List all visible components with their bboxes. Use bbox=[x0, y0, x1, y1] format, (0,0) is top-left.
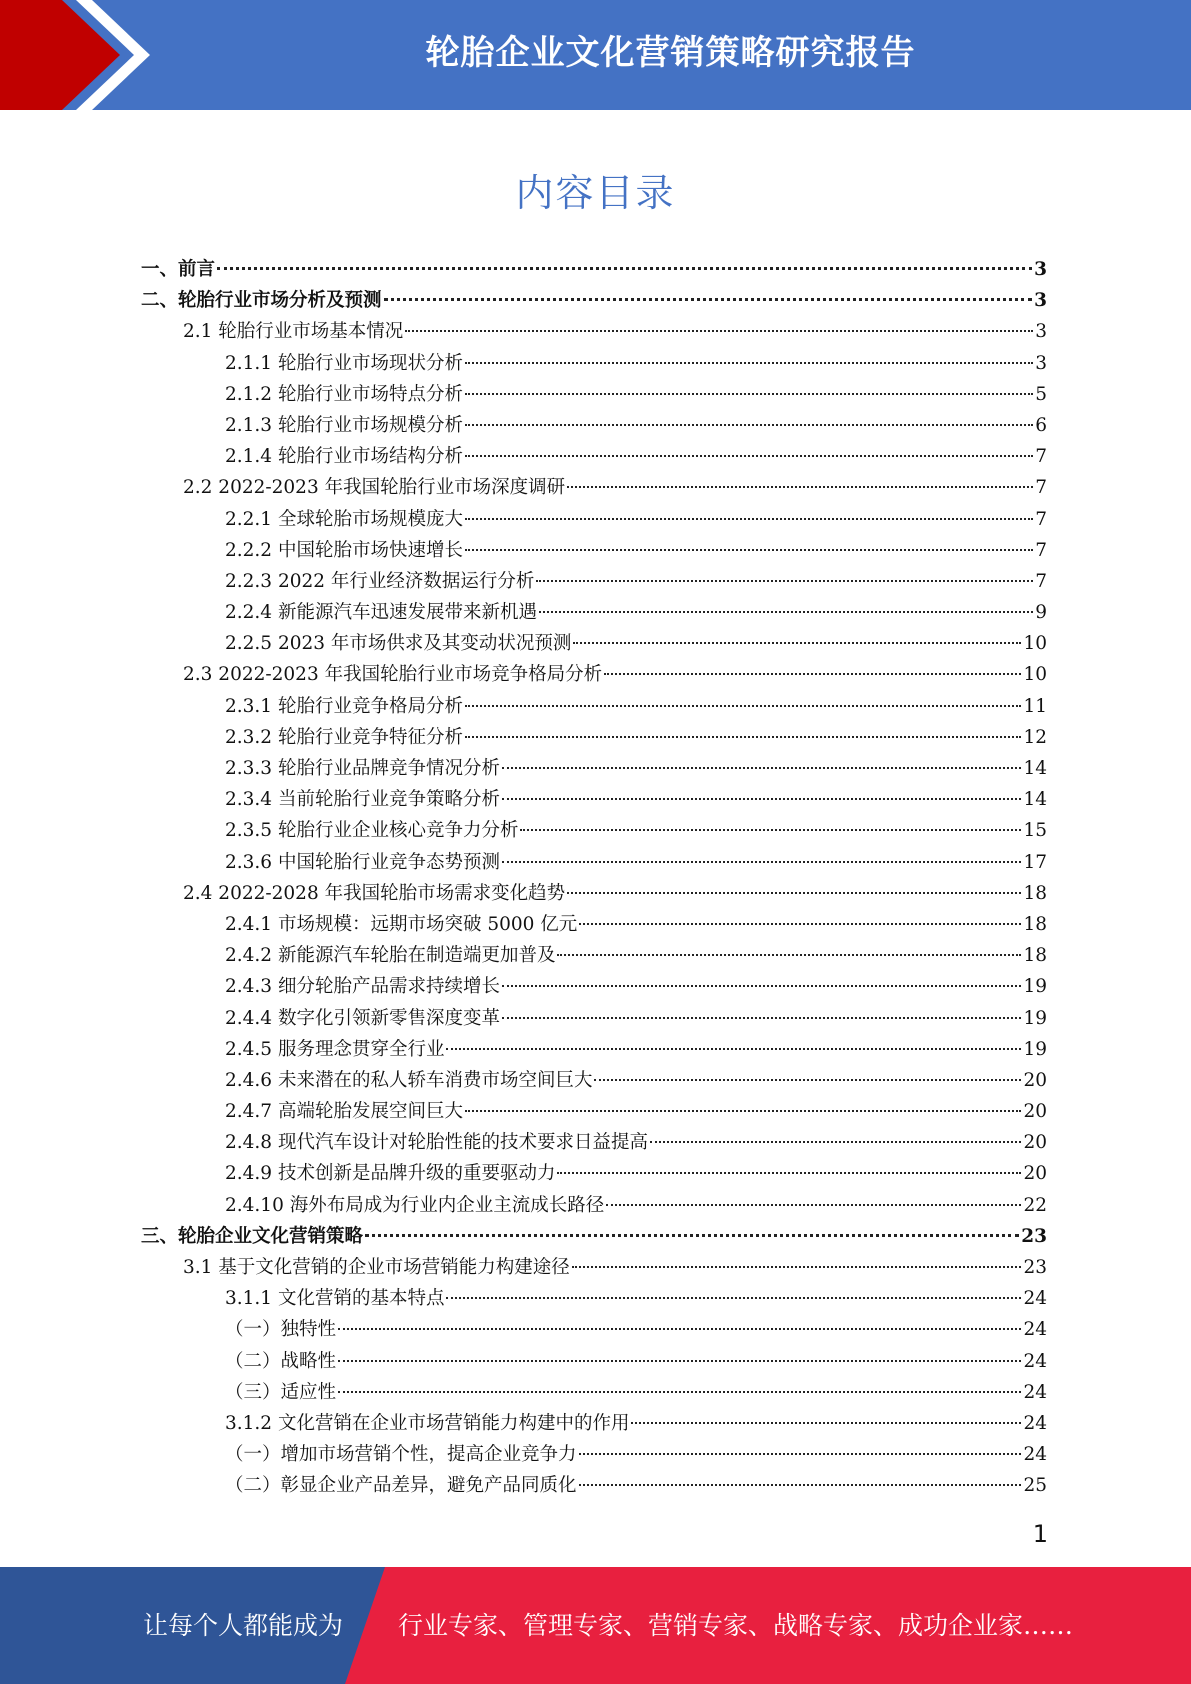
toc-entry-text: 2.4.10 海外布局成为行业内企业主流成长路径 bbox=[225, 1194, 605, 1216]
table-of-contents bbox=[141, 255, 1047, 1503]
toc-entry-page: 12 bbox=[1023, 726, 1047, 748]
toc-entry-page: 24 bbox=[1023, 1381, 1047, 1403]
toc-entry-page: 19 bbox=[1023, 976, 1047, 998]
toc-entry[interactable] bbox=[141, 286, 1047, 317]
toc-entry[interactable] bbox=[141, 1097, 1047, 1128]
toc-entry-page: 22 bbox=[1023, 1194, 1047, 1216]
toc-dot-leader bbox=[604, 673, 1021, 675]
toc-entry[interactable] bbox=[141, 692, 1047, 723]
toc-dot-leader bbox=[502, 798, 1021, 800]
toc-entry-page: 24 bbox=[1023, 1412, 1047, 1434]
toc-entry-page: 18 bbox=[1023, 882, 1047, 904]
toc-entry-text: 2.2.5 2023 年市场供求及其变动状况预测 bbox=[225, 633, 572, 655]
toc-dot-leader bbox=[631, 1422, 1021, 1424]
toc-entry-page: 9 bbox=[1035, 602, 1047, 624]
toc-entry-page: 7 bbox=[1035, 570, 1047, 592]
toc-entry-page: 23 bbox=[1021, 1225, 1047, 1247]
toc-entry-text: 三、轮胎企业文化营销策略 bbox=[141, 1225, 364, 1247]
toc-dot-leader bbox=[579, 923, 1021, 925]
toc-entry-page: 23 bbox=[1023, 1257, 1047, 1278]
toc-entry-text: 2.4.7 高端轮胎发展空间巨大 bbox=[225, 1101, 463, 1123]
toc-entry[interactable] bbox=[141, 629, 1047, 660]
toc-entry-text: （三）适应性 bbox=[225, 1381, 337, 1403]
toc-entry-text: 2.3.1 轮胎行业竞争格局分析 bbox=[225, 695, 463, 717]
toc-entry[interactable] bbox=[141, 1471, 1047, 1502]
toc-entry[interactable] bbox=[141, 785, 1047, 816]
toc-entry[interactable] bbox=[141, 1128, 1047, 1159]
toc-entry-text: 2.4.8 现代汽车设计对轮胎性能的技术要求日益提高 bbox=[225, 1132, 648, 1154]
toc-dot-leader bbox=[502, 1017, 1021, 1019]
toc-entry[interactable] bbox=[141, 536, 1047, 567]
toc-entry-text: （二）战略性 bbox=[225, 1350, 337, 1372]
toc-entry-text: 2.1 轮胎行业市场基本情况 bbox=[183, 321, 404, 343]
toc-entry-page: 24 bbox=[1023, 1444, 1047, 1466]
toc-entry-text: 2.1.1 轮胎行业市场现状分析 bbox=[225, 352, 463, 374]
toc-title: 内容目录 bbox=[515, 171, 676, 215]
toc-entry[interactable] bbox=[141, 1315, 1047, 1346]
toc-dot-leader bbox=[606, 1204, 1021, 1206]
toc-dot-leader bbox=[338, 1391, 1021, 1393]
toc-entry-page: 14 bbox=[1023, 758, 1047, 779]
toc-entry[interactable] bbox=[141, 723, 1047, 754]
toc-dot-leader bbox=[650, 1141, 1021, 1143]
toc-dot-leader bbox=[502, 985, 1021, 987]
toc-dot-leader bbox=[465, 393, 1033, 395]
toc-entry[interactable] bbox=[141, 380, 1047, 411]
page-footer bbox=[0, 1567, 1191, 1684]
toc-dot-leader bbox=[338, 1328, 1021, 1330]
toc-dot-leader bbox=[573, 642, 1021, 644]
toc-entry-text: 2.3.6 中国轮胎行业竞争态势预测 bbox=[225, 851, 500, 873]
footer-slogan-right: 行业专家、管理专家、营销专家、战略专家、成功企业家…… bbox=[398, 1611, 1074, 1640]
toc-entry-page: 5 bbox=[1035, 383, 1047, 405]
toc-entry[interactable] bbox=[141, 1222, 1047, 1253]
toc-entry-page: 7 bbox=[1035, 477, 1047, 499]
toc-entry[interactable] bbox=[141, 879, 1047, 910]
toc-entry-text: 2.1.3 轮胎行业市场规模分析 bbox=[225, 414, 463, 436]
toc-entry-page: 20 bbox=[1023, 1101, 1047, 1123]
toc-dot-leader bbox=[465, 518, 1033, 520]
toc-entry-page: 6 bbox=[1035, 414, 1047, 436]
toc-entry[interactable] bbox=[141, 1035, 1047, 1066]
toc-entry-text: 2.4 2022-2028 年我国轮胎市场需求变化趋势 bbox=[183, 882, 566, 904]
toc-entry-page: 10 bbox=[1023, 664, 1047, 686]
toc-entry-page: 10 bbox=[1023, 633, 1047, 655]
header-title: 轮胎企业文化营销策略研究报告 bbox=[425, 33, 916, 73]
toc-entry-text: （二）彰显企业产品差异，避免产品同质化 bbox=[225, 1475, 577, 1497]
toc-entry-text: （一）增加市场营销个性，提高企业竞争力 bbox=[225, 1444, 577, 1466]
toc-entry[interactable] bbox=[141, 255, 1047, 286]
page-header bbox=[0, 0, 1191, 110]
toc-entry-text: 2.2 2022-2023 年我国轮胎行业市场深度调研 bbox=[183, 477, 566, 499]
toc-entry-page: 15 bbox=[1023, 820, 1047, 842]
toc-entry-text: 2.2.2 中国轮胎市场快速增长 bbox=[225, 539, 463, 561]
toc-entry-text: 2.4.6 未来潜在的私人轿车消费市场空间巨大 bbox=[225, 1069, 593, 1091]
toc-dot-leader bbox=[465, 424, 1033, 426]
toc-entry-text: 2.1.2 轮胎行业市场特点分析 bbox=[225, 383, 463, 405]
toc-entry-page: 14 bbox=[1023, 789, 1047, 811]
toc-entry-page: 3 bbox=[1035, 321, 1047, 343]
toc-entry[interactable] bbox=[141, 349, 1047, 380]
toc-entry-page: 17 bbox=[1023, 851, 1047, 873]
toc-entry-text: （一）独特性 bbox=[225, 1319, 337, 1341]
toc-entry[interactable] bbox=[141, 1409, 1047, 1440]
toc-entry-text: 2.4.5 服务理念贯穿全行业 bbox=[225, 1038, 445, 1060]
toc-entry-text: 二、轮胎行业市场分析及预测 bbox=[141, 290, 382, 312]
toc-entry[interactable] bbox=[141, 660, 1047, 691]
toc-entry[interactable] bbox=[141, 972, 1047, 1003]
toc-entry[interactable] bbox=[141, 442, 1047, 473]
toc-dot-leader bbox=[338, 1360, 1021, 1362]
toc-entry-page: 24 bbox=[1023, 1350, 1047, 1372]
toc-entry-text: 2.3.3 轮胎行业品牌竞争情况分析 bbox=[225, 758, 500, 779]
toc-entry[interactable] bbox=[141, 1347, 1047, 1378]
toc-dot-leader bbox=[405, 330, 1033, 332]
toc-dot-leader bbox=[567, 486, 1033, 488]
toc-entry-text: 2.3 2022-2023 年我国轮胎行业市场竞争格局分析 bbox=[183, 664, 603, 686]
page-number: 1 bbox=[1032, 1520, 1048, 1548]
toc-dot-leader bbox=[465, 1110, 1021, 1112]
toc-dot-leader bbox=[579, 1484, 1022, 1486]
toc-entry-page: 18 bbox=[1023, 945, 1047, 967]
toc-entry[interactable] bbox=[141, 1191, 1047, 1222]
toc-dot-leader bbox=[572, 1266, 1022, 1268]
toc-entry-page: 3 bbox=[1035, 352, 1047, 374]
toc-dot-leader bbox=[502, 861, 1021, 863]
toc-entry[interactable] bbox=[141, 1284, 1047, 1315]
toc-dot-leader bbox=[567, 892, 1021, 894]
toc-dot-leader bbox=[465, 736, 1021, 738]
toc-entry-text: 2.3.4 当前轮胎行业竞争策略分析 bbox=[225, 789, 500, 811]
toc-entry-page: 3 bbox=[1034, 290, 1047, 312]
toc-entry-page: 11 bbox=[1023, 695, 1047, 717]
toc-entry-text: 2.2.1 全球轮胎市场规模庞大 bbox=[225, 508, 463, 530]
toc-entry-text: 2.2.3 2022 年行业经济数据运行分析 bbox=[225, 570, 535, 592]
toc-entry[interactable] bbox=[141, 1253, 1047, 1284]
toc-entry-page: 7 bbox=[1035, 446, 1047, 468]
toc-dot-leader bbox=[384, 298, 1033, 301]
toc-entry-text: 2.4.9 技术创新是品牌升级的重要驱动力 bbox=[225, 1163, 556, 1185]
toc-entry-page: 3 bbox=[1034, 259, 1047, 280]
toc-entry[interactable] bbox=[141, 1378, 1047, 1409]
toc-dot-leader bbox=[465, 362, 1033, 364]
toc-dot-leader bbox=[446, 1297, 1021, 1299]
toc-entry-text: 3.1 基于文化营销的企业市场营销能力构建途径 bbox=[183, 1257, 570, 1278]
toc-entry-text: 3.1.2 文化营销在企业市场营销能力构建中的作用 bbox=[225, 1412, 630, 1434]
toc-dot-leader bbox=[520, 829, 1021, 831]
toc-entry-text: 2.3.5 轮胎行业企业核心竞争力分析 bbox=[225, 820, 519, 842]
toc-entry-page: 19 bbox=[1023, 1038, 1047, 1060]
toc-entry-page: 24 bbox=[1023, 1319, 1047, 1341]
toc-entry[interactable] bbox=[141, 941, 1047, 972]
toc-entry[interactable] bbox=[141, 598, 1047, 629]
toc-entry-page: 24 bbox=[1023, 1288, 1047, 1310]
toc-dot-leader bbox=[579, 1453, 1022, 1455]
toc-entry-page: 20 bbox=[1023, 1132, 1047, 1154]
toc-entry-page: 7 bbox=[1035, 508, 1047, 530]
toc-dot-leader bbox=[557, 954, 1021, 956]
toc-entry[interactable] bbox=[141, 505, 1047, 536]
toc-entry[interactable] bbox=[141, 1440, 1047, 1471]
toc-entry-page: 18 bbox=[1023, 913, 1047, 935]
toc-entry-text: 2.4.3 细分轮胎产品需求持续增长 bbox=[225, 976, 500, 998]
toc-dot-leader bbox=[465, 455, 1033, 457]
toc-entry-text: 2.4.1 市场规模：远期市场突破 5000 亿元 bbox=[225, 913, 578, 935]
toc-dot-leader bbox=[465, 705, 1021, 707]
toc-entry-page: 7 bbox=[1035, 539, 1047, 561]
toc-entry[interactable] bbox=[141, 816, 1047, 847]
toc-dot-leader bbox=[502, 767, 1021, 769]
toc-entry-page: 20 bbox=[1023, 1069, 1047, 1091]
toc-dot-leader bbox=[594, 1079, 1021, 1081]
toc-dot-leader bbox=[365, 1234, 1019, 1237]
toc-entry-text: 一、前言 bbox=[141, 259, 216, 280]
toc-dot-leader bbox=[465, 549, 1033, 551]
toc-entry-text: 2.3.2 轮胎行业竞争特征分析 bbox=[225, 726, 463, 748]
toc-entry[interactable] bbox=[141, 567, 1047, 598]
toc-entry[interactable] bbox=[141, 1066, 1047, 1097]
toc-entry-text: 2.4.4 数字化引领新零售深度变革 bbox=[225, 1007, 500, 1029]
toc-entry[interactable] bbox=[141, 754, 1047, 785]
toc-entry-page: 19 bbox=[1023, 1007, 1047, 1029]
toc-dot-leader bbox=[557, 1172, 1021, 1174]
toc-dot-leader bbox=[536, 580, 1033, 582]
toc-entry[interactable] bbox=[141, 1159, 1047, 1190]
toc-dot-leader bbox=[217, 267, 1032, 270]
toc-dot-leader bbox=[446, 1048, 1021, 1050]
toc-entry-text: 2.2.4 新能源汽车迅速发展带来新机遇 bbox=[225, 602, 537, 624]
toc-entry[interactable] bbox=[141, 411, 1047, 442]
footer-slogan-left: 让每个人都能成为 bbox=[143, 1611, 344, 1640]
toc-dot-leader bbox=[539, 611, 1033, 613]
toc-entry-text: 3.1.1 文化营销的基本特点 bbox=[225, 1288, 445, 1310]
toc-entry-page: 20 bbox=[1023, 1163, 1047, 1185]
toc-entry-text: 2.1.4 轮胎行业市场结构分析 bbox=[225, 446, 463, 468]
toc-entry[interactable] bbox=[141, 848, 1047, 879]
toc-entry[interactable] bbox=[141, 317, 1047, 348]
toc-entry-page: 25 bbox=[1023, 1475, 1047, 1497]
toc-entry-text: 2.4.2 新能源汽车轮胎在制造端更加普及 bbox=[225, 945, 556, 967]
toc-entry[interactable] bbox=[141, 1004, 1047, 1035]
toc-entry[interactable] bbox=[141, 473, 1047, 504]
toc-entry[interactable] bbox=[141, 910, 1047, 941]
